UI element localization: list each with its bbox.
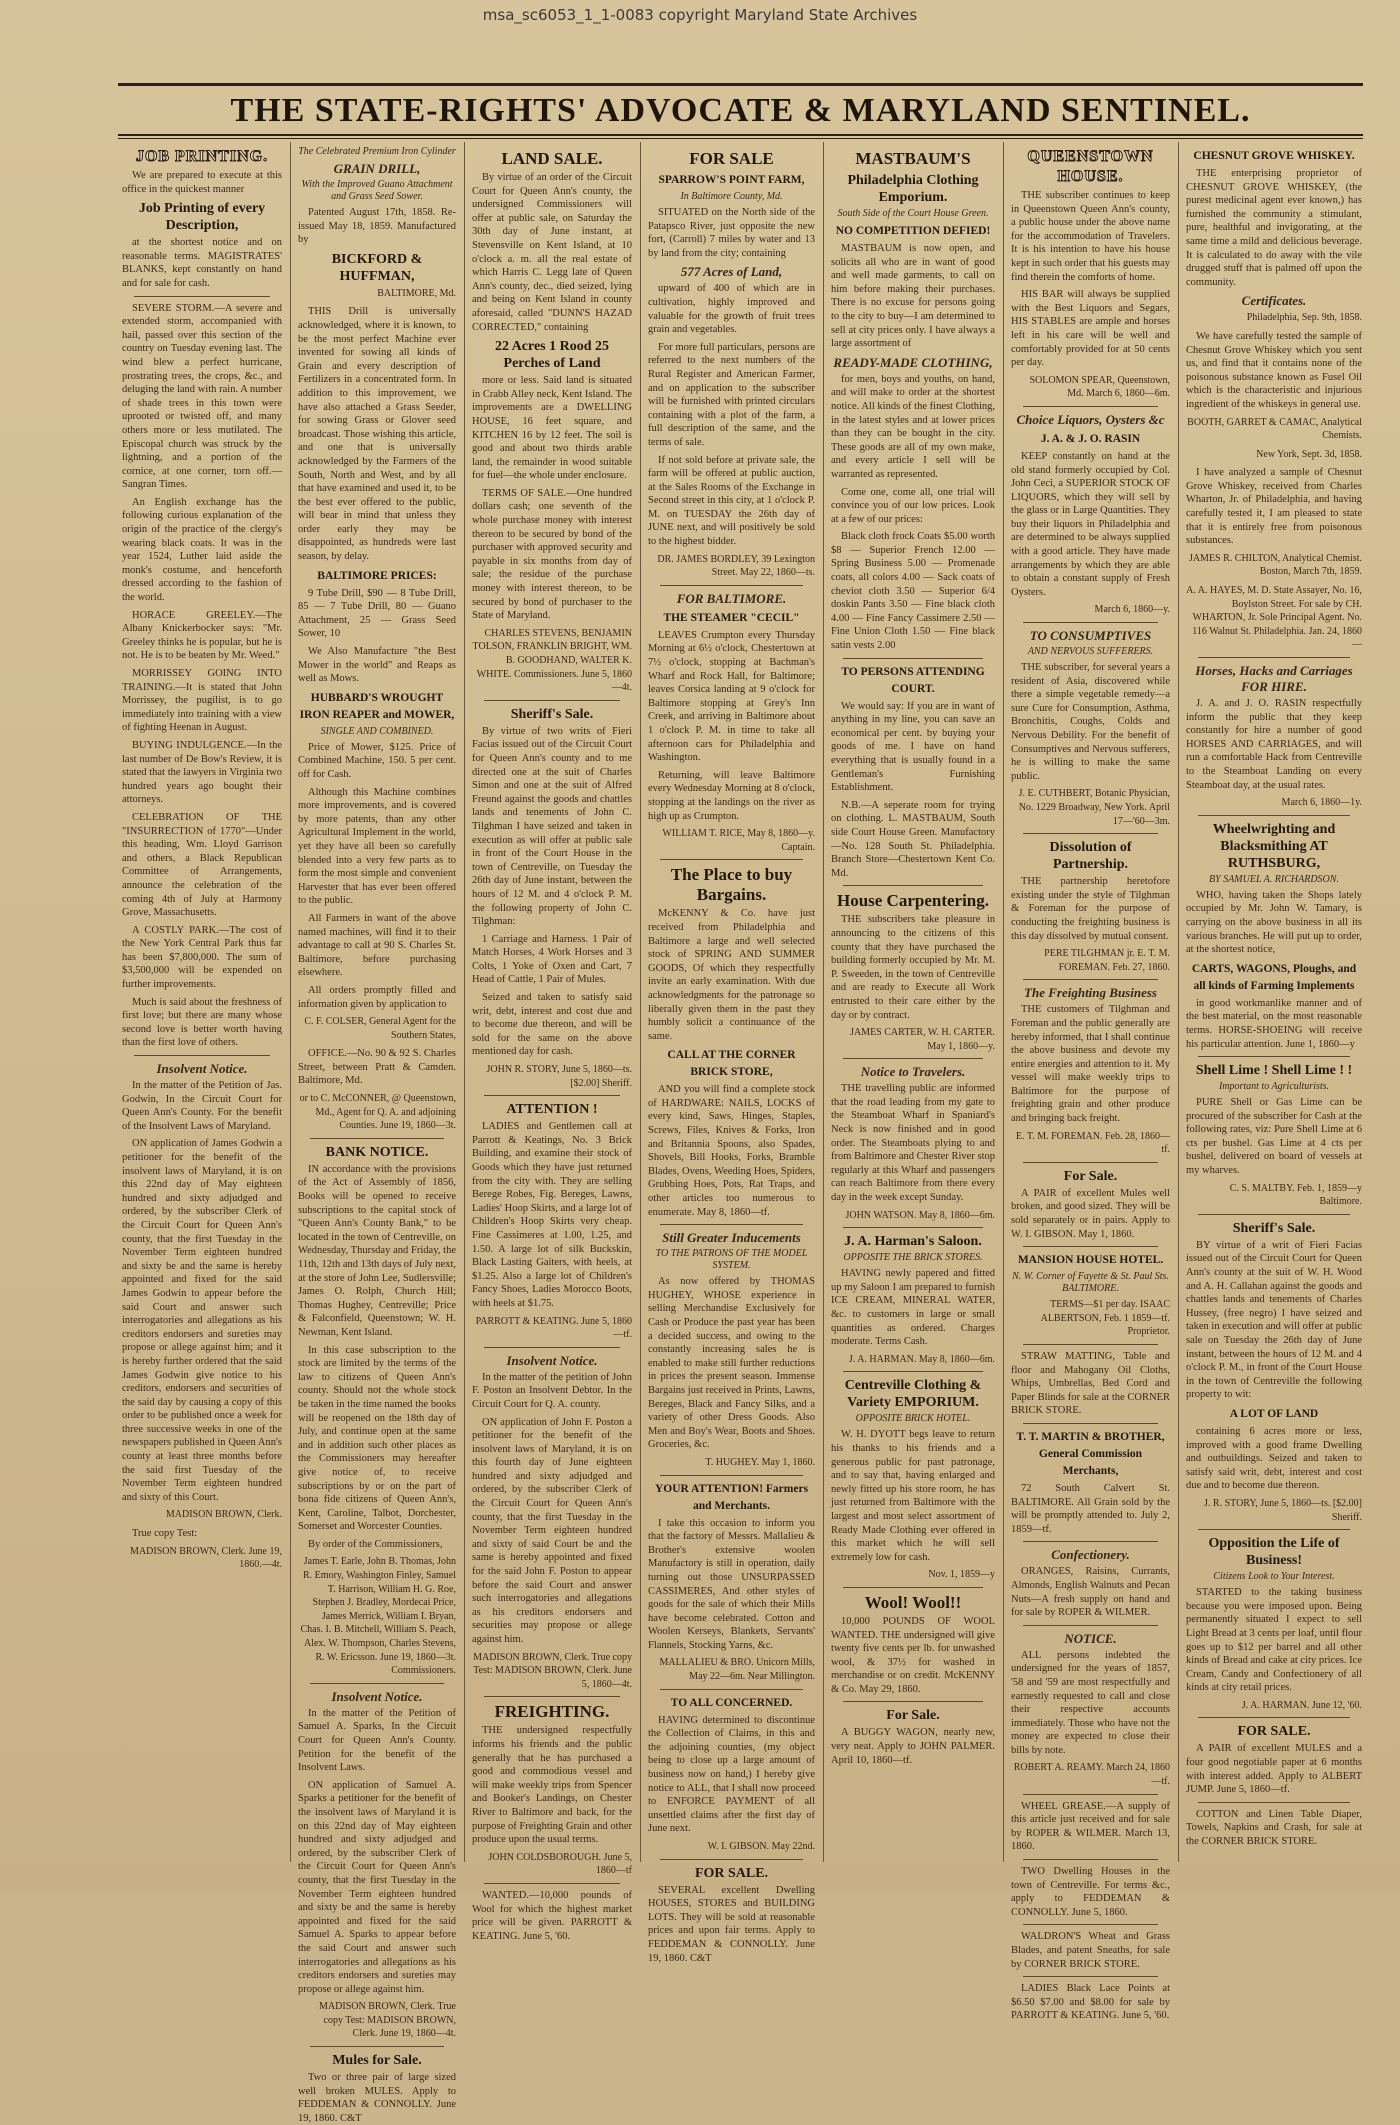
article-paragraph: A PAIR of excellent MULES and a four good negotiable paper at 6 months with interest added. Apply to ALBERT JUMP. June 5, 1860—tf. (1186, 1743, 1362, 1796)
signature-line: C. F. COLSER, General Agent for the Southern States, (304, 1016, 456, 1041)
article-paragraph: We would say: If you are in want of anything in my line, you can save an economical per cent. by buying your goods of me. I have on hand everything that is usually found in a Gentleman's Furnishing Establishment. (831, 700, 995, 794)
article-paragraph: 10,000 POUNDS OF WOOL WANTED. THE undersigned will give twenty five cents per lb. for unwashed wool, & 37½ for washed in merchandise or on credit. McKENNY & Co. May 29, 1860. (831, 1615, 995, 1695)
article-paragraph: MASTBAUM is now open, and solicits all who are in want of good and well made garments, to call on him before making their purchases. There is no excuse for persons going to the city to buy—I am determined to sell at city prices only. I have always a large assortment of (831, 243, 995, 350)
advertisement-heading: J. A. Harman's Saloon. (844, 1234, 982, 1250)
article-paragraph: A BUGGY WAGON, nearly new, very neat. Apply to JOHN PALMER. April 10, 1860—tf. (831, 1727, 995, 1766)
advertisement-heading: LAND SALE. (501, 149, 603, 168)
article-paragraph: SEVERAL excellent Dwelling HOUSES, STORES and BUILDING LOTS. They will be sold at reasonable prices and upon fair terms. Apply to FEDDEMAN & CONNOLLY. June 19, 1860. C&T (648, 1884, 815, 1964)
article-paragraph: THE enterprising proprietor of CHESNUT GROVE WHISKEY, (the purest medicinal agent ever known,) has furnished the community a stimulant, pure, healthful and invigorating, at the same time a mild and delicious beverage. It is calculated to do away with the vile drugged stuff that is palmed off upon the community. (1186, 168, 1362, 288)
column-divider (843, 1371, 983, 1372)
column-divider (134, 296, 270, 297)
article-paragraph: BUYING INDULGENCE.—In the last number of De Bow's Review, it is stated that the lawyers in Virginia two hundred years ago bought their attorneys. (122, 739, 282, 806)
signature-line: JOHN COLDSBOROUGH. June 5, 1860—tf (488, 1851, 632, 1877)
article-paragraph: Price of Mower, $125. Price of Combined Machine, 150. 5 per cent. off for Cash. (298, 741, 456, 780)
advertisement-heading: BANK NOTICE. (325, 1144, 429, 1160)
advertisement-heading: The Place to buy Bargains. (670, 865, 793, 905)
column-divider (843, 658, 983, 659)
advertisement-heading: BALTIMORE PRICES: (317, 569, 437, 582)
column-rule (1178, 142, 1179, 1862)
column-divider (843, 1701, 983, 1702)
column-divider (843, 1227, 983, 1228)
subheading: South Side of the Court House Green. (837, 208, 989, 219)
masthead-thin-rule (118, 138, 1363, 139)
advertisement-heading: CALL AT THE CORNER BRICK STORE, (667, 1049, 796, 1079)
advertisement-heading: MANSION HOUSE HOTEL. (1017, 1254, 1164, 1267)
advertisement-heading: Centreville Clothing & Variety EMPORIUM. (844, 1378, 982, 1411)
advertisement-heading: BICKFORD & HUFFMAN, (331, 251, 423, 284)
signature-line: J. E. CUTHBERT, Botanic Physician, No. 1229 Broadway, New York. April 17—'60—3m. (1018, 788, 1170, 827)
signature-line: T. HUGHEY. May 1, 1860. (705, 1456, 815, 1468)
signature-line: DR. JAMES BORDLEY, 39 Lexington Street. May 22, 1860—ts. (657, 553, 815, 579)
column-divider (484, 1883, 620, 1884)
article-paragraph: By virtue of two writs of Fieri Facias issued out of the Circuit Court for Queen Ann's county and to me directed one at the suit of Charles Simon and one at the suit of Alfred Freund against the goods and chattles lands and tenements of John C. Tilghman I have seized and taken in execution as will offer at public sale in front of the Court House in the town of Centreville, on Tuesday the 26th day of June instant, between the hours of 12 M. and 4 o'clock P. M. the following property of John C. Tilghman: (472, 725, 632, 928)
column-divider (1198, 1056, 1350, 1057)
column-2 (298, 145, 456, 2124)
signature-line: J. A. HARMAN. June 12, '60. (1241, 1699, 1362, 1711)
article-paragraph: BY virtue of a writ of Fieri Facias issued out of the Circuit Court for Queen Ann's county at the suit of W. H. Wood and A. H. Callahan against the goods and chattles lands and tenements of Charles Hussey, (free negro) I have seized and taken in execution and will offer at public sale on Tuesday the 26th day of June instant, between the hours of 12 M. and 4 o'clock P. M., in front of the Court House in the town of Centreville the following property to wit: (1186, 1239, 1362, 1401)
advertisement-heading: Sheriff's Sale. (1232, 1220, 1316, 1236)
article-paragraph: W. H. DYOTT begs leave to return his thanks to his friends and a generous public for past patronage, and to say that, having enlarged and newly fitted up his store room, he has just returned from Baltimore with the largest and most select assortment of Ready Made Clothing ever offered in this market which he will sell extremely low for cash. (831, 1429, 995, 1563)
column-divider (660, 585, 803, 586)
article-paragraph: Seized and taken to satisfy said writ, debt, interest and cost due and to become due thereon, and will be sold for the same on the above mentioned day for cash. (472, 992, 632, 1058)
column-divider (1198, 815, 1350, 816)
signature-line: MADISON BROWN, Clerk. True copy Test: MADISON BROWN, Clerk. June 5, 1860—4t. (473, 1651, 632, 1690)
column-divider (310, 2046, 444, 2047)
signature-line: MADISON BROWN, Clerk. (165, 1509, 282, 1521)
article-paragraph: A COSTLY PARK.—The cost of the New York Central Park thus far has been $7,800,000. The sum of $3,500,000 will be expended on further improvements. (122, 924, 282, 991)
article-paragraph: For more full particulars, persons are referred to the next numbers of the Rural Register and American Farmer, and on application to the subscriber will be furnished with printed circulars containing with a plot of the farm, a full description of the same, and the terms of sale. (648, 341, 815, 448)
advertisement-heading: Insolvent Notice. (156, 1061, 248, 1077)
archive-watermark: msa_sc6053_1_1-0083 copyright Maryland State Archives (482, 6, 918, 24)
masthead-bottom-rule (118, 134, 1363, 136)
advertisement-heading: Notice to Travelers. (860, 1064, 966, 1080)
article-paragraph: True copy Test: (132, 1528, 198, 1540)
signature-line: or to C. McCONNER, @ Queenstown, Md., Agent for Q. A. and adjoining Counties. June 19, 1860—3t. (299, 1093, 456, 1132)
article-paragraph: WALDRON'S Wheat and Grass Blades, and patent Sneaths, for sale by CORNER BRICK STORE. (1011, 1931, 1170, 1970)
signature-line: J. A. HARMAN. May 8, 1860—6m. (848, 1353, 995, 1365)
advertisement-heading: Certificates. (1241, 293, 1307, 309)
column-rule (823, 142, 824, 1862)
article-paragraph: CELEBRATION OF THE "INSURRECTION of 1770"—Under this heading, Wm. Lloyd Garrison and others, a Black Republican Committee of Arrangements, announce the celebration of the coming 4th of July at Harmony Grove, Massachusetts. (122, 811, 282, 919)
article-paragraph: in good workmanlike manner and of the best material, on the most reasonable terms. HORSE-SHOEING will receive his particular attention. June 1, 1860—y (1186, 997, 1362, 1050)
article-paragraph: ON application of James Godwin a petitioner for the benefit of the insolvent laws of Maryland, it is on this 22nd day of May eighteen hundred and sixty adjudged and ordered, by the subscriber Clerk of the Circuit Court for Queen Ann's county, that the first Tuesday in the November Term eighteen hundred and sixty be and the same is hereby appointed and fixed for the said James Godwin to appear before the said Court and answer such interrogatories and allegations as his creditors endorsers and sureties may propose or allege against him; and it is hereby further ordered that the said James Godwin give notice to his creditors, endorsers and securities of the said day by causing a copy of this order to be published once a week for three successive weeks in one of the newspapers published in Queen Ann's county at least three months before the said first Tuesday of the November Term eighteen hundred and sixty of this Court. (122, 1138, 282, 1503)
article-paragraph: WHEEL GREASE.—A supply of this article just received and for sale by ROPER & WILMER. March 13, 1860. (1011, 1800, 1170, 1853)
article-paragraph: HIS BAR will always be supplied with the Best Liquors and Segars, HIS STABLES are ample and horses left in his care will be well and comfortably provided for at 50 cents per day. (1011, 289, 1170, 369)
article-paragraph: THE travelling public are informed that the road leading from my gate to the Steamboat Wharf in Spaniard's Neck is now finished and in good order. The Steamboats plying to and from Baltimore and Chester River stop regularly at this Wharf and passengers can reach Baltimore from there every day in the week except Sunday. (831, 1083, 995, 1204)
article-paragraph: I have analyzed a sample of Chesnut Grove Whiskey, received from Charles Wharton, Jr. of Philadelphia, and having carefully tested it, I am pleased to state that it is entirely free from poisonous substances. (1186, 467, 1362, 547)
advertisement-heading: For Sale. (886, 1708, 940, 1724)
signature-line: SOLOMON SPEAR, Queenstown, Md. March 6, 1860—6m. (1029, 374, 1170, 400)
advertisement-heading: Choice Liquors, Oysters &c (1016, 411, 1165, 427)
advertisement-heading: FOR SALE. (1237, 1724, 1311, 1740)
signature-line: W. I. GIBSON. May 22nd. (707, 1841, 815, 1852)
advertisement-heading: Horses, Hacks and Carriages FOR HIRE. (1195, 663, 1353, 694)
column-divider (1023, 406, 1158, 407)
advertisement-heading: Dissolution of Partnership. (1049, 840, 1132, 873)
advertisement-heading: YOUR ATTENTION! Farmers and Merchants. (654, 1482, 809, 1512)
signature-line: Nov. 1, 1859—y (928, 1569, 995, 1581)
subheading: In Baltimore County, Md. (680, 191, 783, 202)
article-paragraph: Black cloth frock Coats $5.00 worth $8 — Superior French 12.00 — Spring Business 5.00 — Promenade coats, all colors 4.00 — Sack coats of cheviot cloth 3.50 — Superior 6/4 doskin Pants 3.50 — Fine black cloth 4.00 — Fine Fancy Cassimere 2.50 — Fine Union Cloth 1.50 — Fine black satin vests 2.00 (831, 531, 995, 652)
article-paragraph: N.B.—A seperate room for trying on clothing. L. MASTBAUM, South side Court House Green. Manufactory—No. 128 South St. Philadelphia. Branch Store—Chestertown Kent Co. Md. (831, 799, 995, 879)
column-divider (1198, 657, 1350, 658)
signature-line: WILLIAM T. RICE, May 8, 1860—y. Captain. (662, 828, 815, 853)
subheading: N. W. Corner of Fayette & St. Paul Sts. BALTIMORE. (1012, 1271, 1169, 1295)
article-paragraph: WHO, having taken the Shops lately occupied by Mr. John W. Tamary, is carrying on the above business in all its various branches. He will put up to order, at the shortest notice, (1186, 889, 1362, 956)
column-divider (1198, 1802, 1350, 1803)
article-paragraph: In the matter of the petition of John F. Poston an Insolvent Debtor. In the Circuit Court for Q. A. county. (472, 1371, 632, 1410)
column-1 (122, 145, 282, 1865)
advertisement-heading: READY-MADE CLOTHING, (833, 354, 993, 370)
article-paragraph: SEVERE STORM.—A severe and extended storm, accompanied with hail, passed over this section of the country on Tuesday evening last. The wind blew a perfect hurricane, prostrating trees, the crops, &c., and deluging the land with rain. A number of shade trees in this town were uprooted or twisted off, and many others more or less mutilated. The Episcopal church was struck by the lightning, and a portion of the cornice, at one corner, torn off.—Sangran Times. (122, 302, 282, 491)
signature-line: CHARLES STEVENS, BENJAMIN TOLSON, FRANKLIN BRIGHT, WM. B. GOODHAND, WALTER K. WHITE. Commissioners. June 5, 1860—4t. (472, 627, 632, 694)
signature-line: TERMS—$1 per day. ISAAC ALBERTSON, Feb. 1 1859—tf. Proprietor. (1040, 1299, 1170, 1338)
advertisement-heading: Wheelwrighting and Blacksmithing AT RUTHSBURG, (1212, 821, 1336, 871)
subheading: BY SAMUEL A. RICHARDSON. (1209, 873, 1339, 885)
signature-line: JAMES R. CHILTON, Analytical Chemist. Boston, March 7th, 1859. (1188, 552, 1362, 578)
column-rule (464, 142, 465, 1862)
article-paragraph: Much is said about the freshness of first love; but there are many whose second love is better worth having than the first love of others. (122, 996, 282, 1049)
masthead: THE STATE-RIGHTS' ADVOCATE & MARYLAND SENTINEL. (230, 92, 1251, 129)
article-paragraph: J. A. and J. O. RASIN respectfully inform the public that they keep constantly for hire a number of good HORSES AND CARRIAGES, and will run a comfortable Hack from Centreville to the Steamboat Landing on every Steamboat day, at the usual rates. (1186, 698, 1362, 791)
article-paragraph: In the matter of the Petition of Jas. Godwin, In the Circuit Court for Queen Ann's County. For the benefit of the Insolvent Laws of Maryland. (122, 1080, 282, 1132)
article-paragraph: THE subscribers take pleasure in announcing to the citizens of this county that they have purchased the building formerly occupied by Mr. M. P. Sweeden, in the town of Centreville and are ready to Execute all Work entrusted to their care either by the day or by contract. (831, 914, 995, 1021)
signature-line: March 6, 1860—y. (1094, 604, 1170, 616)
subheading: AND NERVOUS SUFFERERS. (1027, 646, 1154, 658)
article-paragraph: LADIES and Gentlemen call at Parrott & Keatings, No. 3 Brick Building, and examine their stock of Goods which they have just returned from the city with. They are selling Berege Robes, Fig. Bereges, Lawns, Ladies' Hoop Skirts, and a large lot of Children's Hoop Skirts very cheap. Fine Cassimeres at 1.00, 1.25, and 1.50. A large lot of silk Buckskin, Black Lasting Gaiters, with heels, at $1.25. Also a large lot of Children's Fancy Shoes, Ladies Morocco Boots, with heels at $1.75. (472, 1121, 632, 1309)
advertisement-heading: FREIGHTING. (494, 1702, 610, 1722)
column-7 (1186, 145, 1362, 1865)
advertisement-heading: FOR SALE (689, 149, 774, 168)
advertisement-heading: CHESNUT GROVE WHISKEY. (1193, 150, 1355, 162)
column-divider (1023, 622, 1158, 623)
article-paragraph: for men, boys and youths, on hand, and will make to order at the shortest notice. All kinds of the finest Clothing, in the latest styles and at lower prices than they can be bought in the city. These goods are all of my own make, and every article I sell will be warranted as represented. (831, 373, 995, 480)
article-paragraph: McKENNY & Co. have just received from Philadelphia and Baltimore a large and well selected stock of SPRING AND SUMMER GOODS, Of which they respectfully invite an early examination. With due acknowledgments for the patronage so liberally given them in the past they humbly solicit a continuance of the same. (648, 908, 815, 1042)
article-paragraph: 72 South Calvert St. BALTIMORE. All Grain sold by the will be promptly attended to. July 2, 1859—tf. (1011, 1482, 1170, 1535)
advertisement-heading: HUBBARD'S WROUGHT IRON REAPER and MOWER, (299, 691, 455, 721)
article-paragraph: TERMS OF SALE.—One hundred dollars cash; one seventh of the whole purchase money with interest thereon to be secured by bond of the purchaser with approved security and payable in six months from day of sale; the residue of the purchase money with interest thereon, to be secured by bond of purchaser to the State of Maryland. (472, 487, 632, 622)
article-paragraph: THE subscriber continues to keep in Queenstown Queen Ann's county, a public house under the above name for the accommodation of Travelers. It is his intention to have his house kept in such order that his guests may find therein the comforts of home. (1011, 190, 1170, 283)
subheading: OPPOSITE THE BRICK STORES. (843, 1252, 983, 1264)
column-rule (290, 142, 291, 1862)
signature-line: MADISON BROWN, Clerk. True copy Test: MADISON BROWN, Clerk. June 19, 1860—4t. (319, 2001, 456, 2040)
advertisement-heading: Insolvent Notice. (331, 1688, 423, 1704)
column-divider (1023, 833, 1158, 834)
article-paragraph: THE undersigned respectfully informs his friends and the public generally that he has purchased a good and commodious vessel and will make weekly trips from Spencer and Booker's Landings, on Chester River to Baltimore and back, for the purpose of Freighting Grain and other produce upon the usual terms. (472, 1725, 632, 1846)
article-paragraph: We have carefully tested the sample of Chesnut Grove Whiskey which you sent us, and find that it contains none of the poisonous substance known as Fusel Oil which is the characteristic and injurious ingredient of the whiskeys in general use. (1186, 330, 1362, 410)
advertisement-heading: NOTICE. (1064, 1630, 1117, 1646)
signature-line: BALTIMORE, Md. (377, 287, 456, 299)
column-divider (134, 1055, 270, 1056)
article-paragraph: I take this occasion to inform you that the factory of Messrs. Mallalieu & Brother's extensive woolen Manufactory is still in operation, daily turning out those UNSURPASSED CASSIMERES, And other styles of goods for the sale of which their Mills have become celebrated. Cotton and Woolen Kerseys, Blankets, Servants' Flannels, Stocking Yarns, &c. (648, 1517, 815, 1651)
column-divider (1023, 1924, 1158, 1925)
column-divider (484, 1696, 620, 1697)
article-paragraph: AND you will find a complete stock of HARDWARE: NAILS, LOCKS of every kind, Saws, Hinges, Staples, Screws, Files, Knives & Forks, Iron and Britannia Spoons, also Spades, Shovels, Bill Hooks, Forks, Bramble Blades, Ovens, Weeding Hoes, Spiders, Grubbing Hoes, Pots, Rat Traps, and other articles too numerous to enumerate. May 8, 1860—tf. (648, 1084, 815, 1218)
column-divider (484, 700, 620, 701)
article-paragraph: MORRISSEY GOING INTO TRAINING.—It is stated that John Morrissey, the pugilist, is to go immediately into training with a view of fighting Heenan in August. (122, 668, 282, 734)
advertisement-heading: GRAIN DRILL, (333, 161, 421, 176)
signature-line: New York, Sept. 3d, 1858. (1256, 448, 1362, 460)
signature-line: A. A. HAYES, M. D. State Assayer, No. 16, Boylston Street. For sale by CH. WHARTON, Jr. Sole Principal Agent. No. 116 Walnut St. Philadelphia. Jan. 24, 1860— (1186, 585, 1362, 651)
column-divider (484, 1347, 620, 1348)
column-6 (1011, 145, 1170, 2022)
column-divider (843, 1058, 983, 1059)
advertisement-heading: Confectionery. (1051, 1547, 1130, 1563)
column-divider (660, 1859, 803, 1860)
signature-line: C. S. MALTBY. Feb. 1, 1859—y Baltimore. (1229, 1182, 1362, 1208)
masthead-top-rule (118, 83, 1363, 86)
article-paragraph: IN accordance with the provisions of the Act of Assembly of 1856, Books will be opened to receive subscriptions to the capital stock of "Queen Ann's County Bank," to be located in the town of Centreville, on Wednesday, Thursday and Friday, the 11th, 12th and 13th days of July next, at the store of John Lee, Sudlersville; James O. Rolph, Church Hill; Thomas Hughey, Centreville; Price & Falconfield, Queenstown; W. H. Newman, Kent Island. (298, 1163, 456, 1338)
article-paragraph: WANTED.—10,000 pounds of Wool for which the highest market price will be given. PARROTT & KEATING. June 5, '60. (472, 1889, 632, 1942)
advertisement-heading: The Freighting Business (1024, 985, 1157, 1001)
article-paragraph: We Also Manufacture "the Best Mower in the world" and Reaps as well as Mows. (298, 646, 456, 685)
advertisement-heading: 577 Acres of Land, (680, 264, 783, 280)
advertisement-heading: JOB PRINTING. (135, 148, 269, 165)
column-divider (660, 1224, 803, 1225)
signature-line: James T. Earle, John B. Thomas, John R. Emory, Washington Finley, Samuel T. Harrison, William H. G. Roe, Stephen J. Bradley, Mordecai Price, James Merrick, William I. Bryan, Chas. I. B. Mitchell, William S. Peach, Alex. W. Thompson, Charles Stevens, R. W. Ericsson. June 19, 1860—3t. Commissioners. (300, 1556, 456, 1677)
advertisement-heading: CARTS, WAGONS, Ploughs, and all kinds of Farming Implements (1191, 962, 1357, 992)
column-5 (831, 145, 995, 1865)
article-paragraph: Patented August 17th, 1858. Re-issued May 18, 1859. Manufactured by (298, 207, 456, 246)
column-divider (310, 1138, 444, 1139)
article-paragraph: STARTED to the taking business because you were imposed upon. Being permanently situated I expect to sell Light Bread at 3 cents per loaf, until flour goes up to $12 per barrel and all other kinds of Bread and cake at city prices. Ice Cream, Candy and Confectionery of all kinds at city retail prices. (1186, 1587, 1362, 1694)
column-divider (1023, 1859, 1158, 1860)
article-paragraph: A PAIR of excellent Mules well broken, and good sized. They will be sold separately or in pairs. Apply to W. I. GIBSON. May 1, 1860. (1011, 1187, 1170, 1240)
article-paragraph: LEAVES Crumpton every Thursday Morning at 6½ o'clock, Chestertown at 7½ o'clock, stopping at Bachman's Wharf and Rock Hall, for Baltimore; leaves Corsica landing at 9 o'clock for Baltimore stopping at Grey's Inn Creek, and arriving in Baltimore about 1 o'clock P. M. in time to take all afternoon cars for Philadelphia and Washington. (648, 629, 815, 764)
signature-line: Philadelphia, Sep. 9th, 1858. (1246, 312, 1362, 324)
advertisement-heading: QUEENSTOWN HOUSE. (1027, 148, 1154, 185)
signature-line: ROBERT A. REAMY. March 24, 1860—tf. (1013, 1762, 1170, 1788)
advertisement-heading: 22 Acres 1 Rood 25 Perches of Land (494, 339, 610, 372)
advertisement-heading: SPARROW'S POINT FARM, (658, 174, 805, 186)
article-paragraph: In this case subscription to the stock are limited by the terms of the law to citizens of Queen Ann's county. Should not the whole stock be taken in the time named the books will be reopened on the 18th day of July, and continue open at the same and in addition such other places as the Commissioners may hereafter give notice of, to receive subscriptions by or on the part of bona fide citizens of Queen Ann's, Kent, Caroline, Talbot, Dorchester, Somerset and Worcester Counties. (298, 1344, 456, 1533)
signature-line: E. T. M. FOREMAN. Feb. 28, 1860—tf. (1015, 1130, 1170, 1156)
advertisement-heading: Mules for Sale. (332, 2053, 422, 2069)
article-paragraph: All Farmers in want of the above named machines, will find it to their advantage to call at 90 S. Charles St. Baltimore, before purchasing elsewhere. (298, 912, 456, 979)
article-paragraph: Two or three pair of large sized well broken MULES. Apply to FEDDEMAN & CONNOLLY. June 19, 1860. C&T (298, 2072, 456, 2124)
advertisement-heading: Insolvent Notice. (506, 1352, 598, 1368)
subheading: TO THE PATRONS OF THE MODEL SYSTEM. (655, 1248, 808, 1272)
article-paragraph: Come one, come all, one trial will convince you of our low prices. Look at a few of our prices: (831, 486, 995, 525)
signature-line: MALLALIEU & BRO. Unicorn Mills, May 22—6m. Near Millington. (659, 1657, 815, 1683)
article-paragraph: Although this Machine combines more improvements, and is covered by more patents, than any other Agricultural Implement in the world, yet they have all been so carefully blended into a very few parts as to form the most simple and convenient Harvester that has ever been offered to the public. (298, 786, 456, 907)
signature-line: PARROTT & KEATING. June 5, 1860—tf. (475, 1315, 632, 1341)
article-paragraph: ON application of John F. Poston a petitioner for the benefit of the insolvent laws of Maryland, it is on this fourth day of June eighteen hundred and sixty adjudged and ordered, by the subscriber Clerk of the Circuit Court for Queen Ann's county, that the first Tuesday in the November Term eighteen hundred and sixty of said Court be and the same is hereby appointed and fixed for the said John F. Poston to appear before the said Court and answer such interrogatories and allegations as his creditors endorsers and securities may propose or allege against him. (472, 1416, 632, 1645)
column-divider (843, 885, 983, 886)
advertisement-heading: Job Printing of every Description, (138, 201, 266, 234)
article-paragraph: PURE Shell or Gas Lime can be procured of the subscriber for Cash at the following rates, viz: Pure Shell Lime at 6 cts per bushel. Gas Lime at 4 cts per bushel, delivered on board of vessels at my wharves. (1186, 1097, 1362, 1177)
column-divider (1198, 1717, 1350, 1718)
advertisement-heading: Philadelphia Clothing Emporium. (847, 173, 979, 205)
article-paragraph: SITUATED on the North side of the Patapsco River, just opposite the new fort, (Carroll) 7 miles by water and 13 by land from the city; containing (648, 207, 815, 259)
article-paragraph: THE customers of Tilghman and Foreman and the public generally are hereby informed, that I shall continue the above business and devote my entire energies and attention to it. My vessel will make weekly trips to Baltimore for the purpose of freighting grain and other produce and bringing back freight. (1011, 1004, 1170, 1125)
advertisement-heading: TO CONSUMPTIVES (1029, 628, 1152, 644)
column-divider (310, 1683, 444, 1684)
advertisement-heading: FOR BALTIMORE. (676, 590, 787, 606)
article-paragraph: at the shortest notice and on reasonable terms. MAGISTRATES' BLANKS, kept constantly on hand and for sale for cash. (122, 237, 282, 289)
advertisement-heading: Wool! Wool!! (864, 1592, 962, 1612)
column-divider (1023, 1794, 1158, 1795)
article-paragraph: ON application of Samuel A. Sparks a petitioner for the benefit of the insolvent laws of Maryland it is on this 22nd day of May eighteen hundred and sixty adjudged and ordered, by the subscriber Clerk of the Circuit Court for Queen Ann's county, that the first Tuesday in the November Term eighteen hundred and sixty be and the same is hereby appointed and fixed for the said Samuel A. Sparks to appear before the said Court and answer such interrogatories and allegations as his creditors endorsers and sureties may propose or allege against him. (298, 1779, 456, 1995)
article-paragraph: HAVING newly papered and fitted up my Saloon I am prepared to furnish ICE CREAM, MINERAL WATER, &c. to customers in large or small quantities as ordered. Charges moderate. Terms Cash. (831, 1268, 995, 1348)
article-paragraph: 9 Tube Drill, $90 — 8 Tube Drill, 85 — 7 Tube Drill, 80 — Guano Attachment, 25 — Grass Seed Sower, 10 (298, 587, 456, 640)
article-paragraph: THE partnership heretofore existing under the style of Tilghman & Foreman for the purpose of conducting the freighting business is this day dissolved by mutual consent. (1011, 876, 1170, 942)
article-paragraph: By virtue of an order of the Circuit Court for Queen Ann's county, the undersigned Commissioners will offer at public sale, on Saturday the 30th day of June instant, at Stevensville on Kent Island, at 10 o'clock a. m. all the real estate of which Harris C. Legg late of Queen Ann's county, dec., died seized, lying and being on Kent Island in county aforesaid, called "DUNN'S HAZAD CORRECTED," containing (472, 172, 632, 333)
article-paragraph: In the matter of the Petition of Samuel A. Sparks, In the Circuit Court for Queen Ann's County. Petition for the benefit of the Insolvent Laws. (298, 1707, 456, 1774)
subheading: The Celebrated Premium Iron Cylinder (298, 146, 456, 157)
article-paragraph: By order of the Commissioners, (308, 1538, 443, 1550)
signature-line: PERE TILGHMAN jr. E. T. M. FOREMAN. Feb. 27, 1860. (1044, 948, 1170, 973)
article-paragraph: If not sold before at private sale, the farm will be offered at public auction, at the Sales Rooms of the Exchange in Second street in this city, at 1 o'clock P. M. on TUESDAY the 26th day of JUNE next, and will positively be sold to the highest bidder. (648, 454, 815, 548)
signature-line: JAMES CARTER, W. H. CARTER. May 1, 1860—y. (850, 1027, 995, 1052)
article-paragraph: TWO Dwelling Houses in the town of Centreville. For terms &c., apply to FEDDEMAN & CONNOLLY. June 5, 1860. (1011, 1866, 1170, 1918)
article-paragraph: more or less. Said land is situated in Crabb Alley neck, Kent Island. The improvements are a DWELLING HOUSE, 16 feet square, and KITCHEN 16 by 12 feet. The soil is good and about two thirds arable land, the remainder in wood suitable for fuel—the whole under enclosure. (472, 375, 632, 482)
column-divider (1023, 1162, 1158, 1163)
column-divider (1023, 1541, 1158, 1542)
article-paragraph: As now offered by THOMAS HUGHEY, WHOSE experience in selling Merchandise Exclusively for Cash or Produce the past year has been a decided success, and owing to the constantly increasing sales he is enabled to make still further reductions in prices the present season. Immense Bargains just received in Prints, Lawns, Bereges, Black and Fancy Silks, and a variety of other Dress Goods. Also Men and Boy's Wear, Boots and Shoes. Groceries, &c. (648, 1276, 815, 1451)
article-paragraph: THIS Drill is universally acknowledged, where it is known, to be the most perfect Machine ever invented for sowing all kinds of Grain and every description of Fertilizers in a concentrated form. In addition to this improvement, we have also attached a Grass Seeder, for sowing Grass or Glover seed broadcast. Those wishing this article, and one that is universally acknowledged by the Farmers of the South, North and West, and by all that have examined and used it, to be the best ever offered to the public, will bear in mind that unless they order early they may be disappointed, as hundreds were last season, by delay. (298, 306, 456, 563)
column-rule (1003, 142, 1004, 1862)
signature-line: MADISON BROWN, Clerk. June 19, 1860.—4t. (130, 1545, 282, 1571)
subheading: Important to Agriculturists. (1218, 1081, 1330, 1093)
column-divider (1023, 979, 1158, 980)
article-paragraph: STRAW MATTING, Table and floor and Mahogany Oil Cloths, Whips, Umbrellas, Bed Cord and Paper Blinds for sale at the CORNER BRICK STORE. (1011, 1351, 1170, 1417)
column-divider (484, 1095, 620, 1096)
signature-line: BOOTH, GARRET & CAMAC, Analytical Chemists. (1187, 416, 1362, 442)
article-paragraph: HAVING determined to discontinue the Collection of Claims, in this and the adjoining counties, (my object being to close up a large amount of business now on hand,) I hereby give notice to ALL, that I shall now proceed to ENFORCE PAYMENT of all unsettled claims after the first day of June next. (648, 1714, 815, 1835)
advertisement-heading: MASTBAUM'S (855, 149, 971, 168)
advertisement-heading: T. T. MARTIN & BROTHER, General Commission Merchants, (1016, 1430, 1165, 1477)
article-paragraph: upward of 400 of which are in cultivation, highly improved and valuable for the growth of fruit trees grain and vegetables. (648, 283, 815, 336)
advertisement-heading: ATTENTION ! (506, 1102, 598, 1118)
advertisement-heading: House Carpentering. (836, 891, 990, 911)
advertisement-heading: A LOT OF LAND (1229, 1407, 1319, 1420)
advertisement-heading: Still Greater Inducements (662, 1230, 801, 1246)
column-divider (660, 1475, 803, 1476)
advertisement-heading: Shell Lime ! Shell Lime ! ! (1195, 1063, 1353, 1079)
article-paragraph: All orders promptly filled and information given by application to (298, 984, 456, 1010)
article-paragraph: We are prepared to execute at this office in the quickest manner (122, 170, 282, 195)
column-divider (1023, 1976, 1158, 1977)
signature-line: JOHN R. STORY, June 5, 1860—ts. [$2.00] Sheriff. (486, 1064, 632, 1089)
article-paragraph: OFFICE.—No. 90 & 92 S. Charles Street, between Pratt & Camden. Baltimore, Md. (298, 1048, 456, 1087)
advertisement-heading: FOR SALE. (694, 1865, 769, 1881)
column-rule (640, 142, 641, 1862)
advertisement-heading: TO ALL CONCERNED. (670, 1696, 793, 1709)
signature-line: J. R. STORY, June 5, 1860—ts. [$2.00] Sheriff. (1204, 1497, 1362, 1523)
column-divider (1023, 1625, 1158, 1626)
article-paragraph: ORANGES, Raisins, Currants, Almonds, English Walnuts and Pecan Nuts—A fresh supply on hand and for sale by ROPER & WILMER. (1011, 1566, 1170, 1619)
column-divider (1023, 1423, 1158, 1424)
column-4 (648, 145, 815, 1964)
subheading: OPPOSITE BRICK HOTEL. (855, 1413, 971, 1425)
column-divider (660, 1689, 803, 1690)
subheading: SINGLE AND COMBINED. (320, 725, 434, 737)
advertisement-heading: THE STEAMER "CECIL" (663, 611, 800, 624)
advertisement-heading: TO PERSONS ATTENDING COURT. (841, 665, 985, 695)
advertisement-heading: Sheriff's Sale. (510, 706, 594, 722)
column-divider (1198, 1214, 1350, 1215)
column-divider (1198, 1529, 1350, 1530)
signature-line: JOHN WATSON. May 8, 1860—6m. (845, 1209, 995, 1221)
subheading: Citizens Look to Your Interest. (1213, 1571, 1335, 1583)
signature-line: March 6, 1860—1y. (1281, 797, 1362, 809)
column-divider (1023, 1246, 1158, 1247)
article-paragraph: COTTON and Linen Table Diaper, Towels, Napkins and Crash, for sale at the CORNER BRICK STORE. (1186, 1808, 1362, 1848)
advertisement-heading: NO COMPETITION DEFIED! (835, 225, 991, 237)
article-paragraph: containing 6 acres more or less, improved with a good frame Dwelling and outbuildings. Seized and taken to satisfy said writ, debt, interest and cost due and to become due thereon. (1186, 1425, 1362, 1492)
column-divider (843, 1587, 983, 1588)
article-paragraph: LADIES Black Lace Points at $6.50 $7.00 and $8.00 for sale by PARROTT & KEATING. June 5, '60. (1011, 1983, 1170, 2022)
column-3 (472, 145, 632, 1942)
article-paragraph: An English exchange has the following curious explanation of the origin of the practice of the clergy's wearing black coats. It was in the year 1524, Luther laid aside the monk's costume, and henceforth dressed according to the fashion of the world. (122, 496, 282, 604)
column-divider (1023, 1344, 1158, 1345)
article-paragraph: 1 Carriage and Harness. 1 Pair of Match Horses, 4 Work Horses and 3 Colts, 1 Yoke of Oxen and Cart, 7 Head of Cattle, 1 Pair of Mules. (472, 933, 632, 986)
article-paragraph: HORACE GREELEY.—The Albany Knickerbocker says: "Mr. Greeley thinks he is popular, but he is not. He is to be beaten by Mr. Weed." (122, 609, 282, 662)
article-paragraph: KEEP constantly on hand at the old stand formerly occupied by Col. John Ceci, a SUPERIOR STOCK OF LIQUORS, which they will sell by the glass or in Large Quantities. They buy their liquors in Philadelphia and are determined to be always supplied with a good article. They have made arrangements by which they are able to obtain a constant supply of Fresh Oysters. (1011, 450, 1170, 598)
advertisement-heading: For Sale. (1063, 1168, 1118, 1184)
advertisement-heading: Opposition the Life of Business! (1208, 1536, 1340, 1569)
article-paragraph: ALL persons indebted the undersigned for the years of 1857, '58 and '59 are most respectfully and earnestly requested to call and close their respective accounts immediately. Those who have not the money are expected to close their bills by note. (1011, 1649, 1170, 1756)
advertisement-heading: J. A. & J. O. RASIN (1040, 432, 1141, 445)
column-divider (660, 859, 803, 860)
article-paragraph: THE subscriber, for several years a resident of Asia, discovered while there a simple vegetable remedy—a sure Cure for Consumption, Asthma, Bronchitis, Coughs, Colds and Nervous Debility. For the benefit of Consumptives and Nervous sufferers, he is willing to make the same public. (1011, 662, 1170, 782)
article-paragraph: Returning, will leave Baltimore every Wednesday Morning at 8 o'clock, stopping at the landings on the river as high up as Crumpton. (648, 769, 815, 822)
subheading: With the Improved Guano Attachment and Grass Seed Sower. (301, 179, 453, 202)
